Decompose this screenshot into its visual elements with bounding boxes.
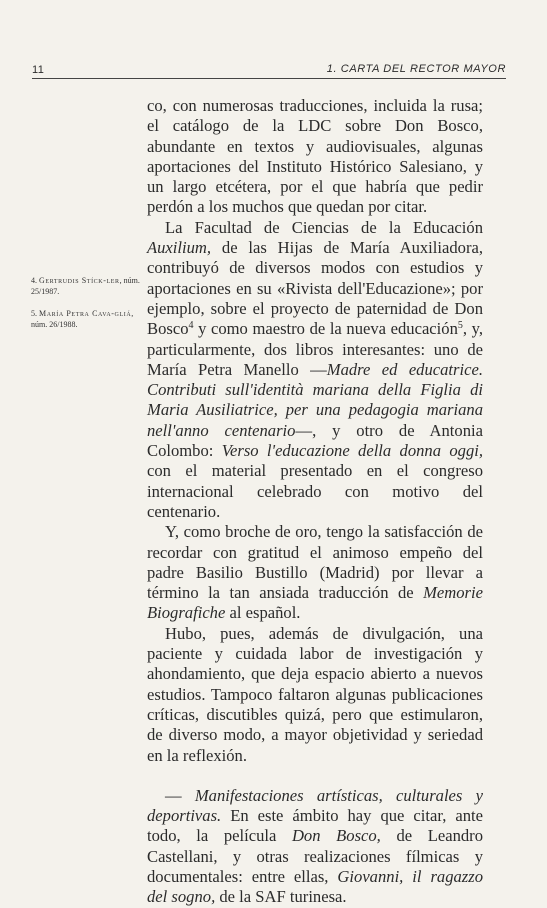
footnote-ref-5: 5 xyxy=(457,320,463,332)
paragraph-1: co, con numerosas traducciones, incluida la rusa; el catálogo de la LDC sobre Don Bosco, abundante en textos y audiovisuales, algunas aportaciones del Instituto Histórico Salesiano, y un largo etcétera, por el que habría que pedir perdón a los muchos que quedan por citar. xyxy=(147,96,483,217)
header-rule xyxy=(32,78,506,79)
paragraph-2: La Facultad de Ciencias de la Educación Auxilium, de las Hijas de María Auxiliadora, contribuyó de diversos modos con estudios y aportaciones en su «Rivista dell'Educazione»; por ejemplo, sobre el proyecto de paternidad de Don Bosco$^4$ y como maestro de la nueva educación$^5$, y, particularmente, dos libros interesantes: uno de María Petra Manello —Madre ed educatrice. Contributi sull'identità mariana della Figlia di Maria Ausiliatrice, per una pedagogia mariana nell'anno centenario—, y otro de Antonia Colombo: Verso l'educazione della donna oggi, con el material presentado en el congreso internacional celebrado con motivo del centenario. xyxy=(147,217,484,521)
body-text xyxy=(147,96,483,908)
footnote-ref-4: 4 xyxy=(188,320,194,332)
footnote-4: 4. Gertrudis Stíck-ler, núm. 25/1987. xyxy=(31,276,140,296)
paragraph-3: Y, como broche de oro, tengo la satisfacción de recordar con gratitud el animoso empeño del padre Basilio Bustillo (Madrid) por llevar a término la tan ansiada traducción de Memorie Biografiche al español. xyxy=(147,522,483,623)
footnote-5: 5. María Petra Cava-gliá, núm. 26/1988. xyxy=(31,309,134,329)
paragraph-4: Hubo, pues, además de divulgación, una paciente y cuidada labor de investigación y ahondamiento, que deja espacio abierto a nuevos estudios. Tampoco faltaron algunas publicaciones críticas, discutibles quizá, pero que estimularon, de diverso modo, a mayor objetividad y seriedad en la reflexión. xyxy=(147,623,483,765)
page-number: 11 xyxy=(32,64,45,76)
margin-footnotes xyxy=(31,275,141,341)
running-head: 1. CARTA DEL RECTOR MAYOR xyxy=(326,63,506,75)
paragraph-5: — Manifestaciones artísticas, culturales y deportivas. En este ámbito hay que citar, ante todo, la película Don Bosco, de Leandro Castellani, y otras realizaciones fílmicas y documentales: entre ellas, Giovanni, il ragazzo del sogno, de la SAF turinesa. xyxy=(147,785,484,907)
